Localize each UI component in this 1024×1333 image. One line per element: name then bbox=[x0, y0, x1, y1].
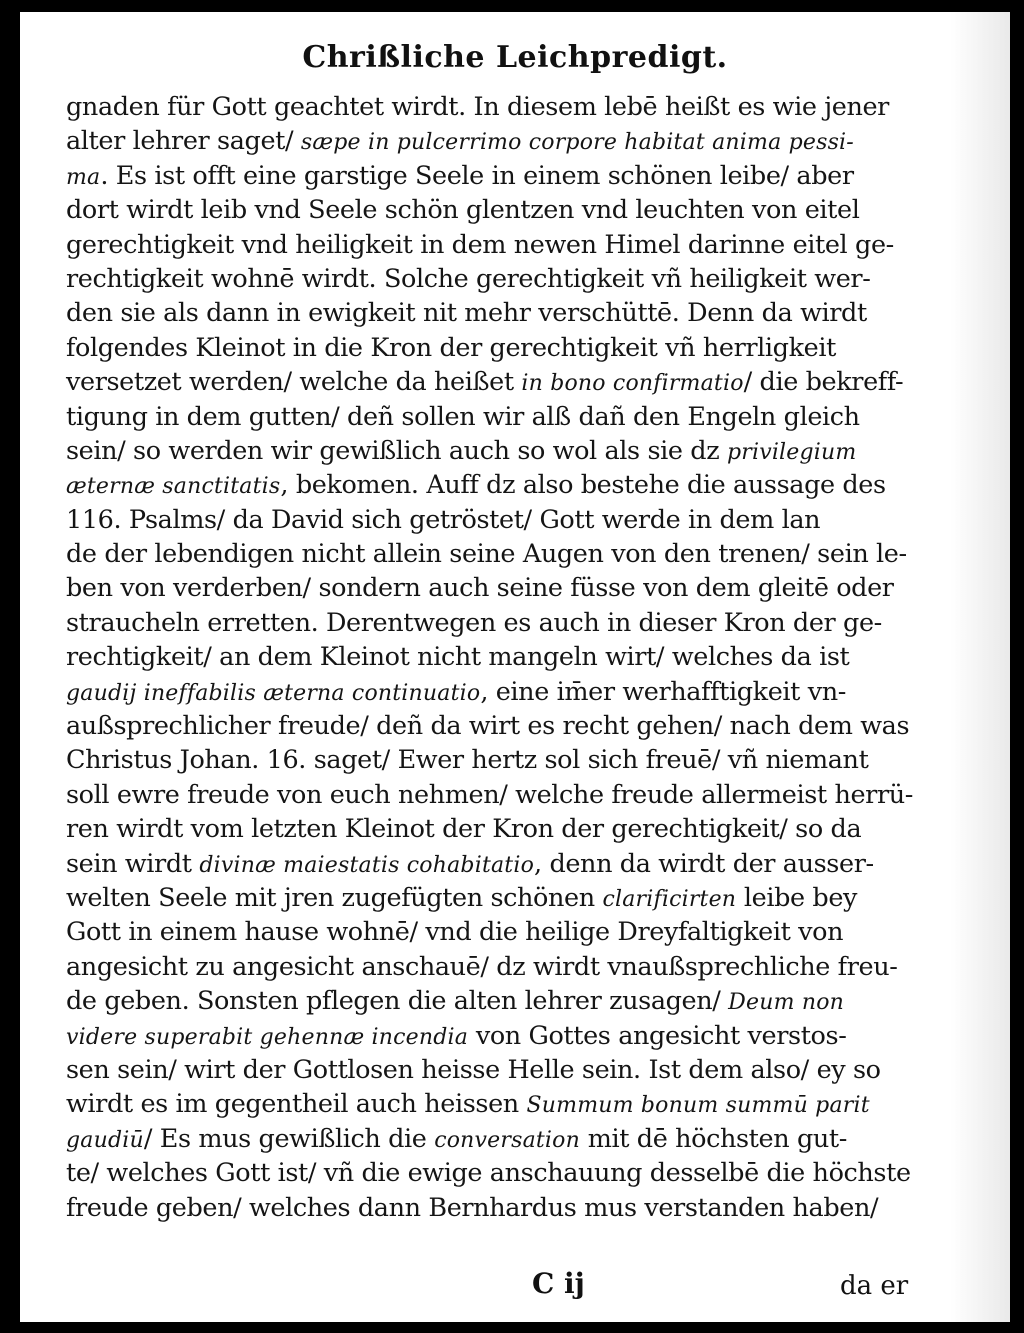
latin-phrase: divinæ maiestatis cohabitatio bbox=[199, 852, 535, 878]
text-line bbox=[66, 468, 916, 502]
text-segment: folgendes Kleinot in die Kron der gerechtigkeit vñ herrligkeit bbox=[66, 332, 836, 363]
text-line bbox=[66, 812, 916, 846]
text-segment: ben von verderben/ sondern auch seine füsse von dem gleitē oder bbox=[66, 573, 894, 604]
text-segment: alter lehrer saget/ bbox=[66, 126, 301, 157]
book-page bbox=[20, 12, 1010, 1322]
latin-phrase: Summum bonum summū parit bbox=[526, 1093, 870, 1119]
text-line bbox=[66, 915, 916, 949]
signature-mark: C ij bbox=[532, 1267, 585, 1300]
text-segment: tigung in dem gutten/ deñ sollen wir alß dañ den Engeln gleich bbox=[66, 401, 860, 432]
text-segment: te/ welches Gott ist/ vñ die ewige anschauung desselbē die höchste bbox=[66, 1158, 911, 1189]
text-line bbox=[66, 571, 916, 605]
text-line bbox=[66, 950, 916, 984]
text-segment: versetzet werden/ welche da heißet bbox=[66, 367, 522, 398]
text-line bbox=[66, 228, 916, 262]
text-segment: dort wirdt leib vnd Seele schön glentzen vnd leuchten von eitel bbox=[66, 195, 860, 226]
text-segment: / Es mus gewißlich die bbox=[143, 1123, 435, 1154]
text-line bbox=[66, 331, 916, 365]
text-segment: gerechtigkeit vnd heiligkeit in dem newen Himel darinne eitel ge- bbox=[66, 229, 894, 260]
latin-phrase: clarificirten bbox=[602, 886, 737, 912]
text-segment: außsprechlicher freude/ deñ da wirt es recht gehen/ nach dem was bbox=[66, 711, 910, 742]
text-segment: rechtigkeit/ an dem Kleinot nicht mangeln wirt/ welches da ist bbox=[66, 642, 850, 673]
latin-phrase: privilegium bbox=[726, 439, 857, 465]
running-header: Chrißliche Leichpredigt. bbox=[302, 40, 728, 75]
text-segment: straucheln erretten. Derentwegen es auch in dieser Kron der ge- bbox=[66, 607, 882, 638]
text-segment: . Es ist offt eine garstige Seele in einem schönen leibe/ aber bbox=[100, 160, 854, 191]
text-line bbox=[66, 640, 916, 674]
text-segment: von Gottes angesicht verstos- bbox=[468, 1020, 847, 1051]
text-line bbox=[66, 503, 916, 537]
latin-phrase: gaudij ineffabilis æterna continuatio bbox=[66, 680, 481, 706]
text-segment: sein wirdt bbox=[66, 848, 200, 879]
text-segment: mit dē höchsten gut- bbox=[580, 1123, 847, 1154]
text-line bbox=[66, 847, 916, 881]
latin-phrase: videre superabit gehennæ incendia bbox=[66, 1024, 469, 1050]
page-footer bbox=[20, 1267, 1010, 1307]
text-line bbox=[66, 159, 916, 193]
text-segment: de geben. Sonsten pflegen die alten lehrer zusagen/ bbox=[66, 986, 729, 1017]
text-line bbox=[66, 984, 916, 1018]
text-segment: den sie als dann in ewigkeit nit mehr verschüttē. Denn da wirdt bbox=[66, 298, 867, 329]
body-text bbox=[66, 90, 916, 1225]
text-line bbox=[66, 743, 916, 777]
text-line bbox=[66, 262, 916, 296]
text-segment: gnaden für Gott geachtet wirdt. In diesem lebē heißt es wie jener bbox=[66, 92, 889, 122]
text-line bbox=[66, 296, 916, 330]
text-line bbox=[66, 709, 916, 743]
text-line bbox=[66, 90, 916, 124]
latin-phrase: sæpe in pulcerrimo corpore habitat anima pessi- bbox=[300, 130, 854, 156]
latin-phrase: conversation bbox=[434, 1127, 580, 1153]
text-segment: , eine im̄er werhafftigkeit vn- bbox=[480, 676, 846, 707]
text-segment: rechtigkeit wohnē wirdt. Solche gerechtigkeit vñ heiligkeit wer- bbox=[66, 263, 871, 294]
text-segment: sen sein/ wirt der Gottlosen heisse Helle sein. Ist dem also/ ey so bbox=[66, 1054, 881, 1085]
text-line bbox=[66, 537, 916, 571]
text-segment: Gott in einem hause wohnē/ vnd die heilige Dreyfaltigkeit von bbox=[66, 917, 844, 948]
text-line bbox=[66, 675, 916, 709]
text-segment: , bekomen. Auff dz also bestehe die aussage des bbox=[280, 470, 886, 501]
text-segment: leibe bey bbox=[736, 882, 858, 913]
text-segment: angesicht zu angesicht anschauē/ dz wirdt vnaußsprechliche freu- bbox=[66, 951, 898, 982]
text-line bbox=[66, 400, 916, 434]
text-line bbox=[66, 365, 916, 399]
latin-phrase: æternæ sanctitatis bbox=[66, 474, 281, 500]
text-line bbox=[66, 778, 916, 812]
text-segment: sein/ so werden wir gewißlich auch so wol als sie dz bbox=[66, 435, 727, 466]
text-line bbox=[66, 881, 916, 915]
text-line bbox=[66, 434, 916, 468]
text-segment: de der lebendigen nicht allein seine Augen von den trenen/ sein le- bbox=[66, 539, 907, 570]
latin-phrase: in bono confirmatio bbox=[521, 371, 744, 397]
text-line bbox=[66, 606, 916, 640]
text-line bbox=[66, 124, 916, 158]
text-segment: 116. Psalms/ da David sich getröstet/ Gott werde in dem lan bbox=[66, 504, 821, 535]
text-segment: wirdt es im gegentheil auch heissen bbox=[66, 1089, 527, 1120]
catchword: da er bbox=[840, 1271, 909, 1301]
text-line bbox=[66, 1019, 916, 1053]
text-line bbox=[66, 1122, 916, 1156]
text-line bbox=[66, 1191, 916, 1225]
text-segment: welten Seele mit jren zugefügten schönen bbox=[66, 882, 603, 913]
text-segment: soll ewre freude von euch nehmen/ welche freude allermeist herrü- bbox=[66, 779, 913, 810]
latin-phrase: Deum non bbox=[728, 990, 845, 1016]
text-segment: / die bekreff- bbox=[743, 367, 904, 398]
text-line bbox=[66, 1156, 916, 1190]
latin-phrase: ma bbox=[66, 164, 101, 190]
text-line bbox=[66, 1053, 916, 1087]
text-segment: Christus Johan. 16. saget/ Ewer hertz sol sich freuē/ vñ niemant bbox=[66, 745, 869, 776]
text-line bbox=[66, 193, 916, 227]
latin-phrase: gaudiū bbox=[66, 1127, 144, 1153]
text-segment: , denn da wirdt der ausser- bbox=[534, 848, 874, 879]
text-segment: freude geben/ welches dann Bernhardus mus verstanden haben/ bbox=[66, 1192, 879, 1223]
text-segment: ren wirdt vom letzten Kleinot der Kron der gerechtigkeit/ so da bbox=[66, 814, 862, 845]
text-line bbox=[66, 1087, 916, 1121]
